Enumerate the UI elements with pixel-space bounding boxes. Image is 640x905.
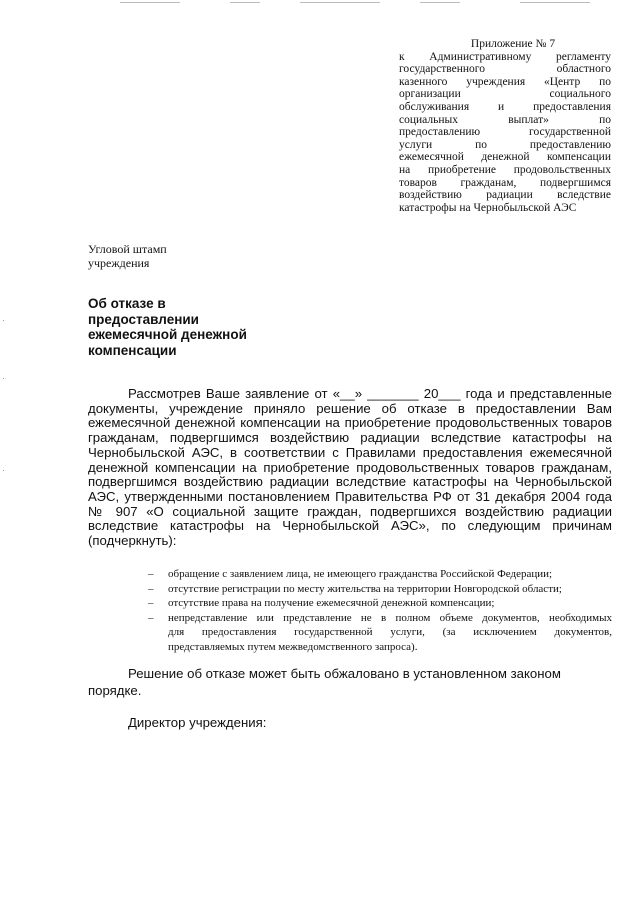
appendix-line: ежемесячной денежной компенсации — [399, 151, 611, 164]
title-line: компенсации — [88, 342, 177, 358]
appendix-line: услуги по предоставлению — [399, 138, 611, 151]
appendix-line: обслуживания и предоставления — [399, 100, 611, 113]
reason-text: обращение с заявлением лица, не имеющего гражданства Российской Федерации; — [168, 568, 553, 580]
appendix-line: государственного областного — [399, 63, 611, 76]
reason-item[interactable] — [148, 567, 612, 582]
appendix-block — [399, 38, 611, 214]
dash-bullet: – — [148, 597, 154, 610]
appeal-notice — [88, 666, 612, 699]
scan-speck — [3, 470, 4, 471]
document-title — [88, 296, 328, 358]
director-signature-label: Директор учреждения: — [128, 715, 267, 730]
appendix-line: на приобретение продовольственных — [399, 163, 611, 176]
body-line: № 907 «О социальной защите граждан, подвергшихся воздействию радиации — [88, 503, 612, 519]
reason-text: представляемых путем межведомственного запроса). — [168, 640, 418, 653]
appendix-line: катастрофы на Чернобыльской АЭС — [399, 201, 577, 214]
appendix-line: воздействию радиации вследствие — [399, 189, 611, 202]
title-line: предоставлении — [88, 311, 199, 327]
appendix-line: организации социального — [399, 88, 611, 101]
appendix-line: товаров гражданам, подвергшимся — [399, 176, 611, 189]
appeal-line: порядке. — [88, 682, 142, 698]
scan-speck — [3, 320, 4, 321]
appendix-line: предоставлению государственной — [399, 126, 611, 139]
stamp-line: Угловой штамп — [88, 242, 167, 256]
title-line: ежемесячной денежной — [88, 327, 247, 342]
scan-artifact-strip — [0, 0, 640, 6]
reason-item[interactable] — [148, 582, 612, 597]
dash-bullet: – — [148, 582, 154, 595]
body-line: подвергшимся воздействию радиации вследствие катастрофы на Чернобыльской — [88, 474, 612, 490]
reason-text: для предоставления государственной услуги, (за исключением документов, — [168, 626, 612, 639]
appeal-line: Решение об отказе может быть обжаловано в установленном законом — [128, 666, 561, 681]
body-line: денежной компенсации на приобретение продовольственных товаров гражданам, — [88, 459, 612, 475]
refusal-reasons-list — [148, 567, 612, 655]
appendix-line: казенного учреждения «Центр по — [399, 75, 611, 88]
reason-item[interactable] — [148, 611, 612, 655]
body-line: вследствие катастрофы на Чернобыльской АЭС», по следующим причинам — [88, 518, 612, 534]
reason-text: отсутствие права на получение ежемесячной денежной компенсации; — [168, 597, 495, 610]
body-line: ежемесячной денежной компенсации на приобретение продовольственных товаров — [88, 415, 612, 431]
decision-body — [88, 387, 612, 549]
body-line: (подчеркнуть): — [88, 533, 177, 549]
reason-item[interactable] — [148, 596, 612, 611]
body-line: документы, учреждение приняло решение об отказе в предоставлении Вам — [88, 400, 612, 416]
body-line: гражданам, подвергшимся воздействию радиации вследствие катастрофы на — [88, 430, 612, 446]
body-line: АЭС, утвержденными постановлением Правительства РФ от 31 декабря 2004 года — [88, 488, 612, 504]
reason-text: непредставление или представление не в полном объеме документов, необходимых — [168, 611, 612, 624]
dash-bullet: – — [148, 611, 154, 624]
scan-speck — [3, 378, 4, 379]
body-line: Рассмотрев Ваше заявление от «__» _______ 20___ года и представленные — [128, 386, 612, 401]
title-line: Об отказе в — [88, 296, 166, 311]
stamp-line: учреждения — [88, 256, 150, 270]
appendix-line: к Административному регламенту — [399, 50, 611, 63]
appendix-line: социальных выплат» по — [399, 113, 611, 126]
body-line: Чернобыльской АЭС, в соответствии с Правилами предоставления ежемесячной — [88, 444, 612, 460]
dash-bullet: – — [148, 568, 154, 580]
appendix-title: Приложение № 7 — [470, 38, 556, 50]
corner-stamp-placeholder — [88, 242, 167, 270]
reason-text: отсутствие регистрации по месту жительства на территории Новгородской области; — [168, 582, 562, 595]
